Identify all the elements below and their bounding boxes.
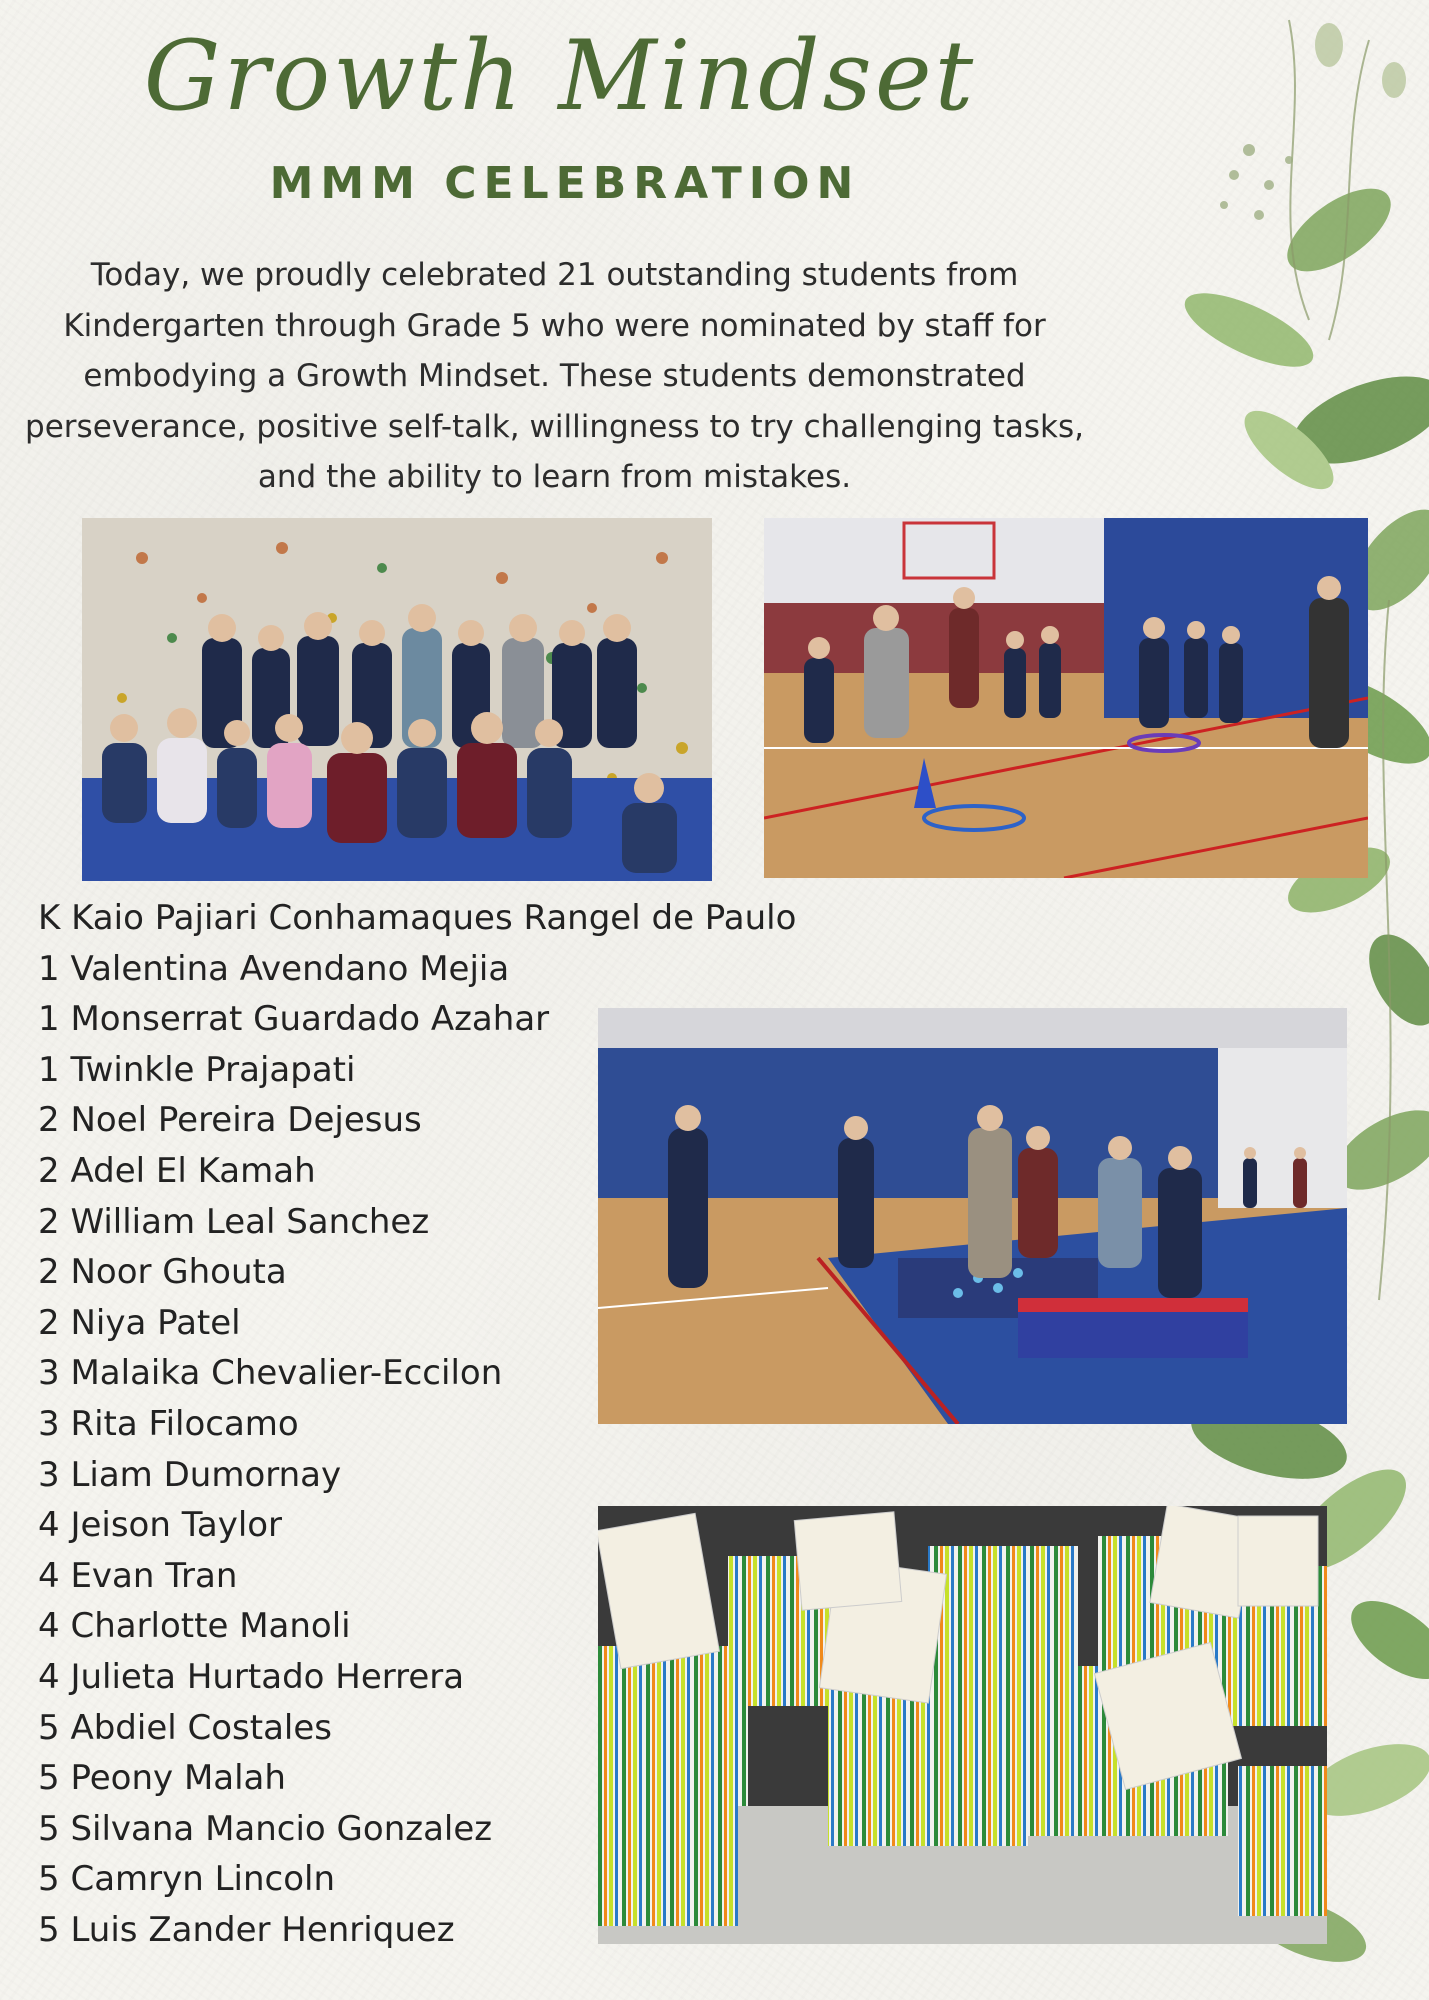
student-list-item: 5 Silvana Mancio Gonzalez xyxy=(38,1808,493,1849)
student-list-item: 2 Noor Ghouta xyxy=(38,1252,287,1293)
page-title: Growth Mindset xyxy=(143,20,977,132)
photo-gym-obstacle-course xyxy=(764,518,1368,878)
student-list-item: 4 Evan Tran xyxy=(38,1555,238,1596)
student-list-item: 1 Twinkle Prajapati xyxy=(38,1049,356,1090)
student-list-item: 1 Monserrat Guardado Azahar xyxy=(38,999,550,1040)
student-list xyxy=(38,893,796,1955)
student-list-item: 3 Malaika Chevalier-Eccilon xyxy=(38,1353,503,1394)
student-list-item: 1 Valentina Avendano Mejia xyxy=(38,948,510,989)
student-list-item: 2 William Leal Sanchez xyxy=(38,1201,430,1242)
student-list-item: 4 Julieta Hurtado Herrera xyxy=(38,1656,465,1697)
student-list-item: K Kaio Pajiari Conhamaques Rangel de Paulo xyxy=(38,898,797,938)
student-list-item: 5 Luis Zander Henriquez xyxy=(38,1909,455,1950)
student-list-item: 2 Niya Patel xyxy=(38,1302,241,1343)
student-list-item: 2 Noel Pereira Dejesus xyxy=(38,1100,422,1141)
student-list-item: 5 Camryn Lincoln xyxy=(38,1859,336,1900)
student-list-item: 5 Abdiel Costales xyxy=(38,1707,332,1748)
student-list-item: 3 Rita Filocamo xyxy=(38,1403,299,1444)
student-list-item: 5 Peony Malah xyxy=(38,1758,286,1799)
student-list-item: 4 Jeison Taylor xyxy=(38,1505,283,1546)
intro-paragraph: Today, we proudly celebrated 21 outstanding students from Kindergarten through Grade 5 who were nominated by staff for embodying a Growth Mindset. These students demonstrated perseverance, positive self-talk, willingness to try challenging tasks, and the ability to learn from mistakes. xyxy=(25,257,1084,495)
student-list-item: 4 Charlotte Manoli xyxy=(38,1606,351,1647)
page-subtitle: MMM CELEBRATION xyxy=(269,158,861,209)
student-list-item: 2 Adel El Kamah xyxy=(38,1150,316,1191)
student-list-item: 3 Liam Dumornay xyxy=(38,1454,342,1495)
photo-group-climbing-wall xyxy=(82,518,712,881)
